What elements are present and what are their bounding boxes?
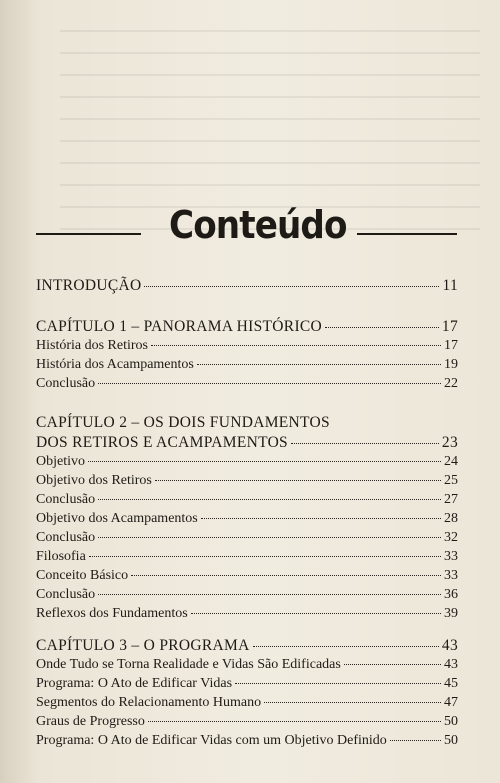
toc-label: Conclusão <box>36 376 96 391</box>
bleed-through-text <box>60 30 480 230</box>
dot-leader <box>89 556 441 557</box>
table-of-contents <box>36 277 458 752</box>
toc-entry <box>36 473 458 492</box>
toc-page: 43 <box>444 657 458 672</box>
dot-leader <box>155 480 441 481</box>
toc-label: Programa: O Ato de Edificar Vidas com um Objetivo Definido <box>36 733 387 748</box>
toc-entry <box>36 657 458 676</box>
dot-leader <box>98 499 441 500</box>
toc-entry <box>36 454 458 473</box>
toc-page: 47 <box>444 695 458 710</box>
toc-label: Objetivo dos Acampamentos <box>36 511 198 526</box>
toc-label: Conclusão <box>36 587 96 602</box>
dot-leader <box>264 702 441 703</box>
dot-leader <box>144 286 439 287</box>
toc-label: Programa: O Ato de Edificar Vidas <box>36 676 233 691</box>
dot-leader <box>98 594 441 595</box>
toc-page: 24 <box>444 454 458 469</box>
page-title: Conteúdo <box>169 203 347 247</box>
toc-page: 27 <box>444 492 458 507</box>
toc-label: História dos Acampamentos <box>36 357 194 372</box>
toc-page: 33 <box>444 549 458 564</box>
dot-leader <box>235 683 441 684</box>
toc-page: 11 <box>442 277 458 294</box>
toc-page: 45 <box>444 676 458 691</box>
toc-label: CAPÍTULO 1 – PANORAMA HISTÓRICO <box>36 318 323 335</box>
toc-page: 17 <box>444 338 458 353</box>
toc-label: Filosofia <box>36 549 86 564</box>
toc-label: CAPÍTULO 3 – O PROGRAMA <box>36 637 250 654</box>
dot-leader <box>131 575 441 576</box>
toc-entry <box>36 530 458 549</box>
toc-label: INTRODUÇÃO <box>36 277 142 294</box>
toc-entry <box>36 357 458 376</box>
dot-leader <box>344 664 441 665</box>
dot-leader <box>390 740 441 741</box>
toc-entry-introducao <box>36 277 458 299</box>
dot-leader <box>253 646 439 647</box>
title-rule-right <box>357 233 457 235</box>
toc-label: Conclusão <box>36 492 96 507</box>
toc-page: 25 <box>444 473 458 488</box>
dot-leader <box>325 327 439 328</box>
toc-page: 28 <box>444 511 458 526</box>
toc-page: 50 <box>444 714 458 729</box>
toc-page: 22 <box>444 376 458 391</box>
toc-entry <box>36 733 458 752</box>
toc-entry-capitulo-2 <box>36 434 458 454</box>
title-block <box>0 203 500 263</box>
toc-label: Onde Tudo se Torna Realidade e Vidas São Edificadas <box>36 657 341 672</box>
toc-page: 36 <box>444 587 458 602</box>
toc-label: Graus de Progresso <box>36 714 145 729</box>
dot-leader <box>98 383 441 384</box>
toc-entry <box>36 676 458 695</box>
toc-page: 50 <box>444 733 458 748</box>
toc-page: 33 <box>444 568 458 583</box>
toc-page: 17 <box>441 318 458 335</box>
toc-page: 43 <box>441 637 458 654</box>
toc-entry <box>36 376 458 395</box>
toc-entry <box>36 695 458 714</box>
toc-label: Conclusão <box>36 530 96 545</box>
toc-label: DOS RETIROS E ACAMPAMENTOS <box>36 434 288 451</box>
dot-leader <box>191 613 441 614</box>
toc-label: Reflexos dos Fundamentos <box>36 606 188 621</box>
toc-label: Segmentos do Relacionamento Humano <box>36 695 262 710</box>
toc-entry <box>36 492 458 511</box>
toc-page: 32 <box>444 530 458 545</box>
title-rule-left <box>36 233 141 235</box>
dot-leader <box>151 345 441 346</box>
toc-entry <box>36 714 458 733</box>
toc-entry-capitulo-3 <box>36 637 458 657</box>
toc-entry <box>36 511 458 530</box>
dot-leader <box>197 364 441 365</box>
toc-page: 23 <box>441 434 458 451</box>
dot-leader <box>88 461 441 462</box>
toc-entry <box>36 587 458 606</box>
toc-entry <box>36 606 458 625</box>
toc-page: 39 <box>444 606 458 621</box>
toc-chapter-2-line-1: CAPÍTULO 2 – OS DOIS FUNDAMENTOS <box>36 414 330 431</box>
toc-label: História dos Retiros <box>36 338 148 353</box>
dot-leader <box>291 443 439 444</box>
toc-entry <box>36 549 458 568</box>
dot-leader <box>148 721 441 722</box>
toc-label: Conceito Básico <box>36 568 129 583</box>
toc-entry <box>36 338 458 357</box>
toc-label: Objetivo <box>36 454 85 469</box>
dot-leader <box>201 518 441 519</box>
toc-page: 19 <box>444 357 458 372</box>
toc-entry-capitulo-1 <box>36 318 458 338</box>
toc-entry <box>36 568 458 587</box>
toc-label: Objetivo dos Retiros <box>36 473 152 488</box>
dot-leader <box>98 537 441 538</box>
